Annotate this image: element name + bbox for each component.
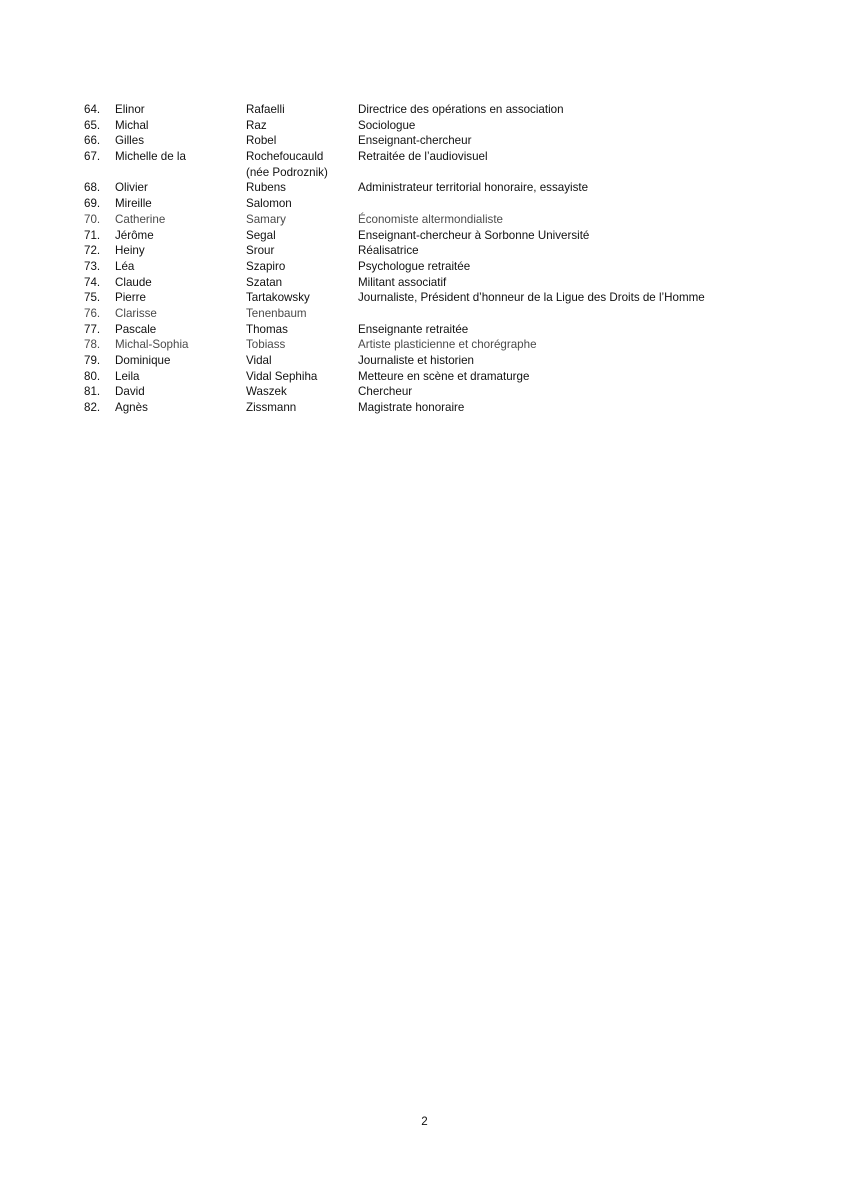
- last-name: [246, 369, 317, 385]
- first-name: Mireille: [115, 197, 152, 211]
- first-name: Michelle de la: [115, 150, 186, 164]
- last-name: [246, 275, 282, 291]
- list-item: [84, 133, 814, 149]
- entry-number: 75.: [84, 291, 101, 305]
- role-description: Artiste plasticienne et chorégraphe: [358, 338, 537, 352]
- last-name-main: Szapiro: [246, 259, 286, 273]
- list-item: [84, 384, 814, 400]
- first-name: Jérôme: [115, 228, 154, 242]
- last-name-main: Vidal Sephiha: [246, 369, 318, 383]
- entry-number: 71.: [84, 228, 101, 242]
- entry-number: 72.: [84, 244, 101, 258]
- first-name: Claude: [115, 275, 152, 289]
- entry-number: 68.: [84, 181, 101, 195]
- role-description: Psychologue retraitée: [358, 259, 471, 273]
- last-name: [246, 322, 288, 338]
- last-name-main: Salomon: [246, 197, 292, 211]
- last-name-main: Srour: [246, 244, 275, 258]
- list-item: [84, 149, 814, 180]
- entry-number: 78.: [84, 338, 101, 352]
- entry-number: 65.: [84, 118, 101, 132]
- list-item: [84, 322, 814, 338]
- first-name: Michal: [115, 118, 149, 132]
- first-name: Catherine: [115, 212, 166, 226]
- last-name: [246, 212, 286, 228]
- last-name: [246, 306, 307, 322]
- entry-number: 74.: [84, 275, 101, 289]
- last-name-main: Rochefoucauld: [246, 150, 324, 164]
- list-item: [84, 212, 814, 228]
- entry-number: 64.: [84, 103, 101, 116]
- list-item: [84, 290, 814, 306]
- last-name-main: Thomas: [246, 322, 288, 336]
- list-item: [84, 118, 814, 134]
- first-name: Michal-Sophia: [115, 338, 189, 352]
- last-name-main: Szatan: [246, 275, 283, 289]
- last-name: [246, 228, 276, 244]
- list-item: [84, 243, 814, 259]
- last-name: [246, 180, 286, 196]
- first-name: Leila: [115, 369, 140, 383]
- list-item: [84, 369, 814, 385]
- role-description: Militant associatif: [358, 275, 447, 289]
- last-name: [246, 149, 328, 180]
- role-description: Enseignant-chercheur: [358, 134, 472, 148]
- last-name: [246, 290, 310, 306]
- last-name: [246, 133, 276, 149]
- role-description: Administrateur territorial honoraire, essayiste: [358, 181, 589, 195]
- last-name-main: Robel: [246, 134, 277, 148]
- role-description: Journaliste, Président d’honneur de la Ligue des Droits de l’Homme: [358, 291, 705, 305]
- entry-number: 66.: [84, 134, 101, 148]
- list-item: [84, 259, 814, 275]
- entry-number: 70.: [84, 212, 101, 226]
- first-name: Elinor: [115, 103, 145, 116]
- last-name-main: Segal: [246, 228, 276, 242]
- last-name-main: Rubens: [246, 181, 286, 195]
- entry-number: 73.: [84, 259, 101, 273]
- entry-number: 80.: [84, 369, 101, 383]
- entry-number: 77.: [84, 322, 101, 336]
- list-item: [84, 196, 814, 212]
- list-item: [84, 337, 814, 353]
- role-description: Réalisatrice: [358, 244, 419, 258]
- first-name: Gilles: [115, 134, 144, 148]
- last-name-main: Rafaelli: [246, 103, 285, 116]
- last-name-note: (née Podroznik): [246, 165, 328, 179]
- role-description: Magistrate honoraire: [358, 401, 465, 415]
- last-name: [246, 102, 285, 118]
- list-item: [84, 228, 814, 244]
- last-name-main: Tobiass: [246, 338, 286, 352]
- last-name-main: Tenenbaum: [246, 306, 307, 320]
- first-name: Pascale: [115, 322, 157, 336]
- entry-number: 81.: [84, 385, 101, 399]
- first-name: Léa: [115, 259, 135, 273]
- list-item: [84, 275, 814, 291]
- role-description: Journaliste et historien: [358, 354, 474, 368]
- last-name: [246, 243, 274, 259]
- role-description: Sociologue: [358, 118, 416, 132]
- last-name: [246, 337, 285, 353]
- entry-number: 67.: [84, 150, 101, 164]
- entry-number: 69.: [84, 197, 101, 211]
- role-description: Retraitée de l’audiovisuel: [358, 150, 488, 164]
- first-name: Clarisse: [115, 306, 157, 320]
- page-number: 2: [421, 1115, 428, 1128]
- last-name: [246, 259, 285, 275]
- last-name: [246, 118, 267, 134]
- first-name: Dominique: [115, 354, 171, 368]
- first-name: Agnès: [115, 401, 148, 415]
- list-item: [84, 306, 814, 322]
- list-item: [84, 400, 814, 416]
- last-name-main: Vidal: [246, 354, 272, 368]
- last-name-main: Zissmann: [246, 401, 297, 415]
- first-name: David: [115, 385, 145, 399]
- list-item: [84, 102, 814, 118]
- first-name: Olivier: [115, 181, 148, 195]
- signatory-list: [84, 102, 814, 416]
- last-name: [246, 353, 272, 369]
- last-name: [246, 196, 292, 212]
- last-name-main: Waszek: [246, 385, 287, 399]
- last-name-main: Tartakowsky: [246, 291, 310, 305]
- role-description: Économiste altermondialiste: [358, 212, 503, 226]
- role-description: Chercheur: [358, 385, 413, 399]
- last-name: [246, 400, 296, 416]
- entry-number: 79.: [84, 354, 101, 368]
- list-item: [84, 180, 814, 196]
- role-description: Enseignante retraitée: [358, 322, 469, 336]
- first-name: Pierre: [115, 291, 146, 305]
- first-name: Heiny: [115, 244, 145, 258]
- last-name: [246, 384, 287, 400]
- entry-number: 76.: [84, 306, 101, 320]
- role-description: Metteure en scène et dramaturge: [358, 369, 530, 383]
- last-name-main: Samary: [246, 212, 286, 226]
- role-description: Enseignant-chercheur à Sorbonne Université: [358, 228, 590, 242]
- last-name-main: Raz: [246, 118, 267, 132]
- list-item: [84, 353, 814, 369]
- role-description: Directrice des opérations en association: [358, 103, 564, 116]
- entry-number: 82.: [84, 401, 101, 415]
